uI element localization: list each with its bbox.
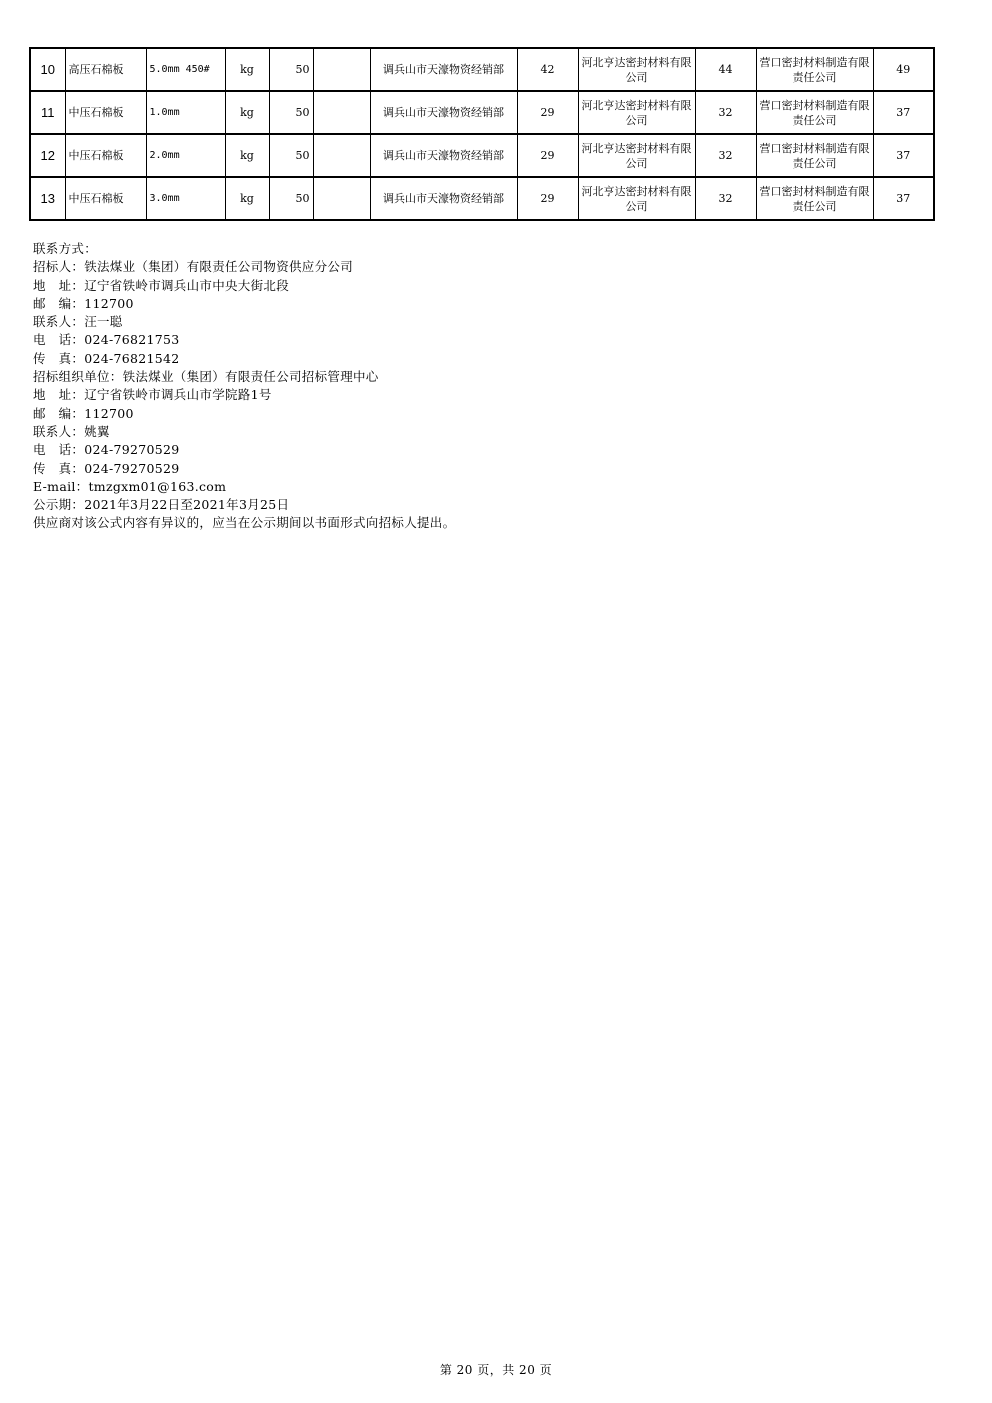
item-quantity: 50 <box>269 177 313 220</box>
contact-line: 公示期：2021年3月22日至2021年3月25日 <box>33 497 290 513</box>
item-unit: kg <box>225 91 269 134</box>
contact-line: 地 址：辽宁省铁岭市调兵山市中央大街北段 <box>33 277 290 293</box>
item-name: 中压石棉板 <box>65 91 146 134</box>
contact-line: 联系人：姚翼 <box>33 423 110 439</box>
contact-line: E-mail：tmzgxm01@163.com <box>33 478 227 494</box>
item-blank <box>313 91 370 134</box>
item-unit: kg <box>225 48 269 91</box>
bidder-2-name: 河北亨达密封材料有限公司 <box>578 177 695 220</box>
contact-line: 联系人：汪一聪 <box>33 314 123 330</box>
item-spec: 3.0mm <box>146 177 225 220</box>
bidder-3-name: 营口密封材料制造有限责任公司 <box>756 177 873 220</box>
bidder-1-price: 42 <box>517 48 578 91</box>
bidder-2-price: 32 <box>695 134 756 177</box>
contact-line: 电 话：024-79270529 <box>33 442 180 458</box>
bidder-2-price: 32 <box>695 91 756 134</box>
item-number: 12 <box>30 134 65 177</box>
item-blank <box>313 134 370 177</box>
bidder-1-price: 29 <box>517 91 578 134</box>
item-blank <box>313 48 370 91</box>
table-row <box>30 91 934 134</box>
item-blank <box>313 177 370 220</box>
table-row <box>30 48 934 91</box>
contact-line: 邮 编：112700 <box>33 405 134 421</box>
bidder-2-price: 44 <box>695 48 756 91</box>
item-name: 中压石棉板 <box>65 134 146 177</box>
item-number: 13 <box>30 177 65 220</box>
contact-line: 邮 编：112700 <box>33 295 134 311</box>
item-number: 11 <box>30 91 65 134</box>
table-row <box>30 177 934 220</box>
table-row <box>30 134 934 177</box>
item-quantity: 50 <box>269 91 313 134</box>
bidder-3-price: 37 <box>873 177 934 220</box>
bidder-3-name: 营口密封材料制造有限责任公司 <box>756 91 873 134</box>
bidder-1-price: 29 <box>517 177 578 220</box>
item-quantity: 50 <box>269 48 313 91</box>
contact-line: 招标组织单位：铁法煤业（集团）有限责任公司招标管理中心 <box>33 369 379 385</box>
bidder-1-name: 调兵山市天濠物资经销部 <box>370 177 517 220</box>
bidder-1-name: 调兵山市天濠物资经销部 <box>370 134 517 177</box>
contact-line: 地 址：辽宁省铁岭市调兵山市学院路1号 <box>33 387 272 403</box>
bidder-1-name: 调兵山市天濠物资经销部 <box>370 91 517 134</box>
contact-line: 招标人：铁法煤业（集团）有限责任公司物资供应分公司 <box>33 259 354 275</box>
bidder-2-name: 河北亨达密封材料有限公司 <box>578 134 695 177</box>
item-spec: 5.0mm 450# <box>146 48 225 91</box>
contact-line: 传 真：024-79270529 <box>33 460 180 476</box>
item-quantity: 50 <box>269 134 313 177</box>
bidder-3-price: 49 <box>873 48 934 91</box>
bid-results-table <box>29 47 935 221</box>
bidder-3-price: 37 <box>873 134 934 177</box>
bidder-1-price: 29 <box>517 134 578 177</box>
contact-info <box>33 240 455 533</box>
bidder-2-name: 河北亨达密封材料有限公司 <box>578 48 695 91</box>
contact-line: 电 话：024-76821753 <box>33 332 180 348</box>
item-number: 10 <box>30 48 65 91</box>
item-name: 中压石棉板 <box>65 177 146 220</box>
item-spec: 1.0mm <box>146 91 225 134</box>
item-unit: kg <box>225 134 269 177</box>
bidder-2-name: 河北亨达密封材料有限公司 <box>578 91 695 134</box>
item-spec: 2.0mm <box>146 134 225 177</box>
page-number: 第 20 页，共 20 页 <box>439 1363 553 1377</box>
item-unit: kg <box>225 177 269 220</box>
bidder-2-price: 32 <box>695 177 756 220</box>
bidder-3-price: 37 <box>873 91 934 134</box>
bidder-3-name: 营口密封材料制造有限责任公司 <box>756 134 873 177</box>
bidder-1-name: 调兵山市天濠物资经销部 <box>370 48 517 91</box>
contact-line: 供应商对该公式内容有异议的，应当在公示期间以书面形式向招标人提出。 <box>33 515 456 531</box>
item-name: 高压石棉板 <box>65 48 146 91</box>
contact-line: 传 真：024-76821542 <box>33 350 180 366</box>
contact-line: 联系方式： <box>33 241 98 256</box>
bidder-3-name: 营口密封材料制造有限责任公司 <box>756 48 873 91</box>
